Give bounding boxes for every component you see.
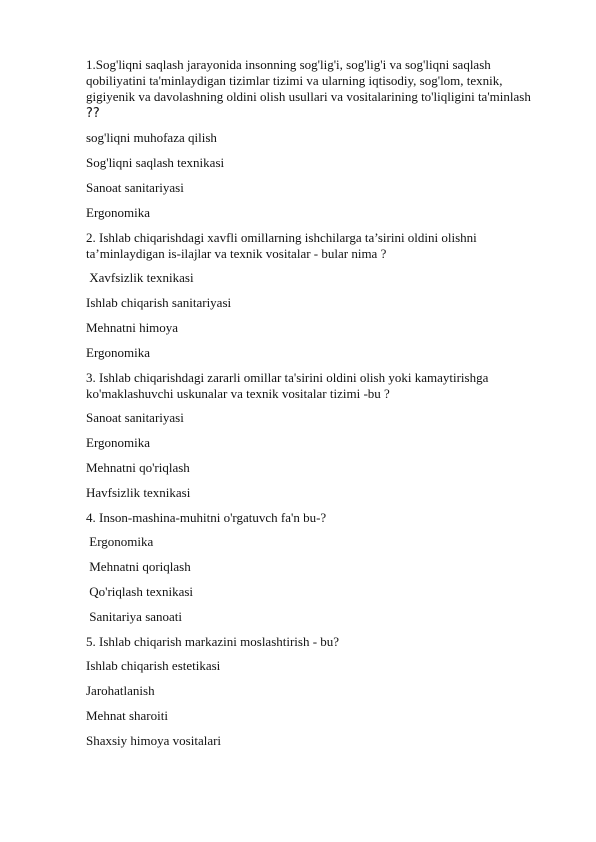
question-3: 3. Ishlab chiqarishdagi zararli omillar ta'sirini oldini olish yoki kamaytirishga ko'maklashuvchi uskunalar va texnik vositalar tizimi -bu ?: [86, 370, 489, 401]
question-1-answer-4: Ergonomika: [86, 205, 151, 220]
question-2-answer-2: Ishlab chiqarish sanitariyasi: [86, 295, 232, 310]
question-2-answer-3: Mehnatni himoya: [86, 320, 179, 335]
question-4-answer-3: Qo'riqlash texnikasi: [86, 584, 194, 599]
question-1-answer-3: Sanoat sanitariyasi: [86, 180, 184, 195]
question-5-answer-2: Jarohatlanish: [86, 683, 155, 698]
question-1-answer-2: Sog'liqni saqlash texnikasi: [86, 155, 225, 170]
question-3-answer-1: Sanoat sanitariyasi: [86, 410, 184, 425]
question-4-answer-2: Mehnatni qoriqlash: [86, 559, 191, 574]
question-2: 2. Ishlab chiqarishdagi xavfli omillarning ishchilarga ta’sirini oldini olishni ta’minlaydigan is-ilajlar va texnik vositalar - bular nima ?: [86, 230, 477, 261]
question-5-answer-1: Ishlab chiqarish estetikasi: [86, 658, 221, 673]
question-1-answer-1: sog'liqni muhofaza qilish: [86, 130, 217, 145]
question-1-suffix: ??: [86, 106, 100, 121]
question-5: 5. Ishlab chiqarish markazini moslashtirish - bu?: [86, 634, 340, 649]
question-2-answer-4: Ergonomika: [86, 345, 151, 360]
question-5-answer-3: Mehnat sharoiti: [86, 708, 168, 723]
question-4: 4. Inson-mashina-muhitni o'rgatuvch fa'n bu-?: [86, 510, 327, 525]
question-1: [86, 57, 546, 122]
question-2-answer-1: Xavfsizlik texnikasi: [86, 270, 194, 285]
question-3-answer-3: Mehnatni qo'riqlash: [86, 460, 190, 475]
question-3-answer-2: Ergonomika: [86, 435, 151, 450]
document-page: [86, 57, 546, 758]
question-5-answer-4: Shaxsiy himoya vositalari: [86, 733, 222, 748]
question-4-answer-4: Sanitariya sanoati: [86, 609, 183, 624]
question-4-answer-1: Ergonomika: [86, 534, 154, 549]
question-1-text: 1.Sog'liqni saqlash jarayonida insonning sog'lig'i, sog'lig'i va sog'liqni saqlash qobiliyatini ta'minlaydigan tizimlar tizimi va ularning iqtisodiy, sog'lom, texnik, gigiyenik va davolashning oldini olish usullari va vositalarining to'liqligini ta'minlash: [86, 57, 531, 104]
question-3-answer-4: Havfsizlik texnikasi: [86, 485, 191, 500]
